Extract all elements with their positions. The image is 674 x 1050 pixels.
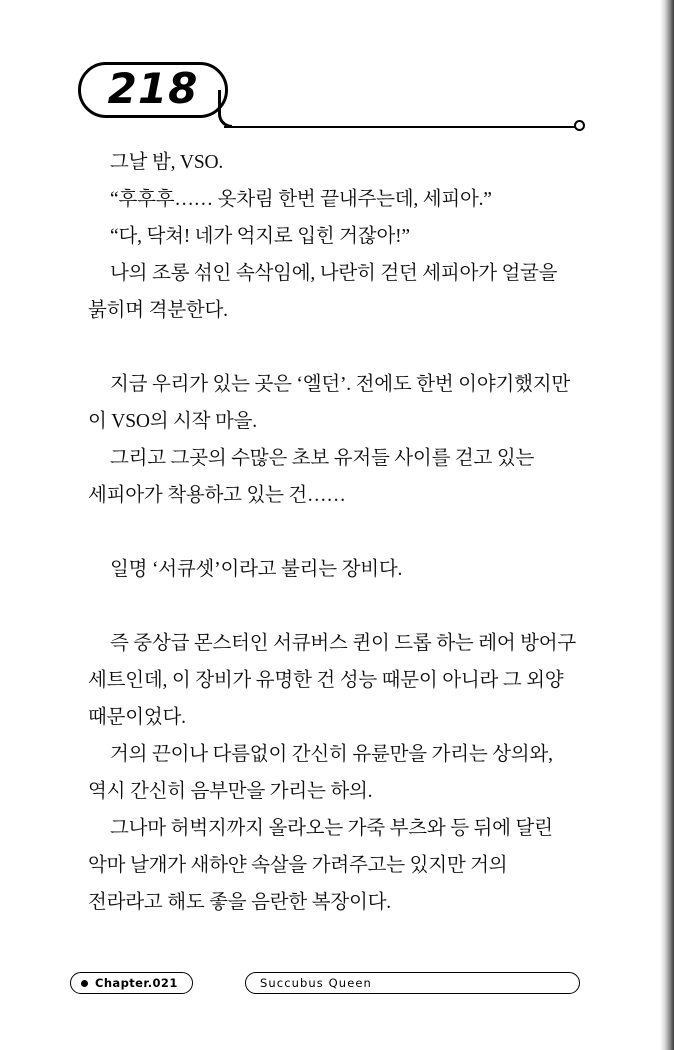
paragraph: “다, 닥쳐! 네가 억지로 입힌 거잖아!”	[110, 226, 410, 247]
page-footer	[70, 972, 590, 1000]
chapter-header	[78, 62, 598, 140]
paragraph: 지금 우리가 있는 곳은 ‘엘던’. 전에도 한번 이야기했지만 이 VSO의 시작 마을.	[88, 374, 571, 432]
paragraph-spacer	[88, 588, 582, 625]
paragraph: 즉 중상급 몬스터인 서큐버스 퀸이 드롭 하는 레어 방어구 세트인데, 이 장비가 유명한 건 성능 때문이 아니라 그 외양 때문이었다.	[88, 633, 577, 728]
header-end-dot-icon	[574, 120, 585, 131]
paragraph: “후후후…… 옷차림 한번 끝내주는데, 세피아.”	[110, 189, 492, 210]
dot-icon	[81, 980, 88, 987]
paragraph-spacer	[88, 514, 582, 551]
footer-title-badge	[245, 972, 580, 994]
footer-title-label: Succubus Queen	[260, 976, 372, 990]
paragraph: 나의 조롱 섞인 속삭임에, 나란히 걷던 세피아가 얼굴을 붉히며 격분한다.	[88, 263, 558, 321]
paragraph: 그리고 그곳의 수많은 초보 유저들 사이를 걷고 있는 세피아가 착용하고 있는 건……	[88, 448, 535, 506]
chapter-number: 218	[107, 64, 199, 113]
paragraph: 일명 ‘서큐셋’이라고 불리는 장비다.	[110, 559, 403, 580]
page-binding-edge	[660, 0, 674, 1050]
paragraph-spacer	[88, 329, 582, 366]
paragraph: 거의 끈이나 다름없이 간신히 유륜만을 가리는 상의와, 역시 간신히 음부만을 가리는 하의.	[88, 744, 553, 802]
header-rule	[224, 126, 579, 128]
header-rule-curve-icon	[218, 90, 232, 128]
paragraph: 그날 밤, VSO.	[110, 152, 224, 173]
body-text	[88, 144, 582, 921]
footer-chapter-badge	[70, 972, 193, 994]
footer-chapter-label: Chapter.021	[95, 976, 178, 990]
paragraph: 그나마 허벅지까지 올라오는 가죽 부츠와 등 뒤에 달린 악마 날개가 새하얀 속살을 가려주고는 있지만 거의 전라라고 해도 좋을 음란한 복장이다.	[88, 818, 553, 913]
